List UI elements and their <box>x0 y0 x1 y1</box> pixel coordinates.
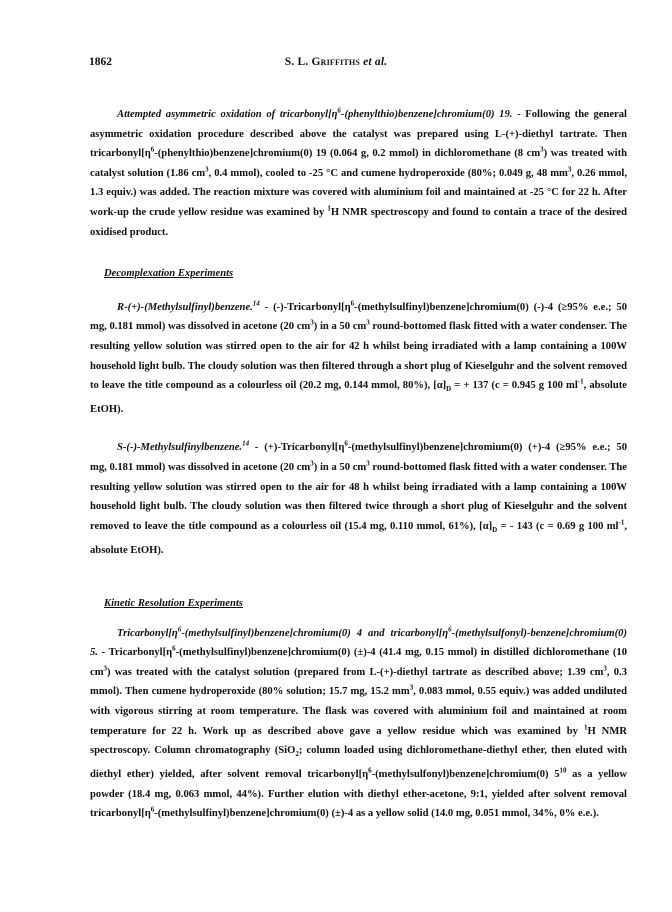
paragraph-body: - $(-)-Tricarbonyl[\eta^6-(methylsulfinyl)benzene]chromium(0)$ (-)-4 (≥95% e.e.; 50 mg, 0.181 mmol) was dissolved in acetone (20 $cm^3$) in a 50 $cm^3$ round-bottomed flask fitted with a water condenser. The resulting yellow solution was stirred open to the air for 42 h whilst being irradiated with a lamp containing a 100W household light bulb. The cloudy solution was then filtered through a short plug of Kieselguhr and the solvent removed to leave the title compound as a colourless oil (20.2 mg, 0.144 mmol, 80%), $[\alpha]_D$ = + 137 (c = 0.945 g 100 $ml^{-1}$, absolute EtOH). <box>90 299 628 415</box>
section-heading-decomplexation: Decomplexation Experiments <box>104 268 234 280</box>
paragraph-r-methylsulfinylbenzene <box>90 298 627 420</box>
paragraph-title: R-(+)-(Methylsulfinyl)benzene.$^{14}$ <box>117 299 260 313</box>
paragraph-title: $Tricarbonyl[\eta^6-(methylsulfinyl)benzene]chromium(0)$ 4 and $tricarbonyl[\eta^6-(methylsulfonyl)-benzene]chromium(0)$ 5. <box>90 625 627 659</box>
running-head-surname: Griffiths <box>311 56 361 68</box>
paragraph-kinetic-resolution <box>90 624 627 824</box>
paragraph-s-methylsulfinylbenzene <box>90 438 627 560</box>
running-head-author: S. L. <box>284 56 312 68</box>
running-head-etal: et al. <box>360 56 388 68</box>
page-number: 1862 <box>89 56 112 68</box>
paragraph-title: S-(-)-Methylsulfinylbenzene.$^{14}$ <box>117 439 250 454</box>
paragraph-title: Attempted asymmetric oxidation of $tricarbonyl[\eta^6-(phenylthio)benzene]chromium(0)$ 19. <box>117 106 513 120</box>
paragraph-body: - $(+)-Tricarbonyl[\eta^6-(methylsulfinyl)benzene]chromium(0)$ (+)-4 (≥95% e.e.; 50 mg, 0.181 mmol) was dissolved in acetone (20 $cm^3$) in a 50 $cm^3$ round-bottomed flask fitted with a water condenser. The resulting yellow solution was stirred open to the air for 48 h whilst being irradiated with a lamp containing a 100W household light bulb. The cloudy solution was then filtered twice through a short plug of Kieselguhr and the solvent removed to leave the title compound as a colourless oil (15.4 mg, 0.110 mmol, 61%), $[\alpha]_D$ = - 143 (c = 0.69 g 100 $ml^{-1}$, absolute EtOH). <box>90 439 628 556</box>
paragraph-attempted-oxidation <box>90 105 627 242</box>
paragraph-body: - Following the general asymmetric oxidation procedure described above the catalyst was prepared using L-(+)-diethyl tartrate. Then $tricarbonyl[\eta^6-(phenylthio)benzene]chromium(0)$ 19 (0.064 g, 0.2 mmol) in dichloromethane (8 $cm^3$) was treated with catalyst solution (1.86 $cm^3$, 0.4 mmol), cooled to -25 °C and cumene hydroperoxide (80%; 0.049 g, 48 $mm^3$, 0.26 mmol, 1.3 equiv.) was added. The reaction mixture was covered with aluminium foil and maintained at -25 °C for 22 h. After work-up the crude yellow residue was examined by $^1$H NMR spectroscopy and found to contain a trace of the desired oxidised product. <box>90 109 628 238</box>
page-header <box>0 56 672 72</box>
body-text <box>90 105 627 824</box>
paragraph-body: - $Tricarbonyl[\eta^6-(methylsulfinyl)benzene]chromium(0)$ (±)-4 (41.4 mg, 0.15 mmol) in distilled dichloromethane (10 $cm^3$) was treated with the catalyst solution (prepared from L-(+)-diethyl tartrate as described above; 1.39 $cm^3$, 0.3 mmol). Then cumene hydroperoxide (80% solution; 15.7 mg, 15.2 $mm^3$, 0.083 mmol, 0.55 equiv.) was added undiluted with vigorous stirring at room temperature. The flask was covered with aluminium foil and maintained at room temperature for 22 h. Work up as described above gave a yellow residue which was examined by $^1$H NMR spectroscopy. Column chromatography (SiO$_2$; column loaded using dichloromethane-diethyl ether, then eluted with diethyl ether) yielded, after solvent removal $tricarbonyl[\eta^6-(methylsulfonyl)benzene]chromium(0)$ $5^{10}$ as a yellow powder (18.4 mg, 0.063 mmol, 44%). Further elution with diethyl ether-acetone, 9:1, yielded after solvent removal $tricarbonyl[\eta^6-(methylsulfinyl)benzene]chromium(0)$ (±)-4 as a yellow solid (14.0 mg, 0.051 mmol, 34%, 0% e.e.). <box>90 644 627 820</box>
section-heading-kinetic-resolution: Kinetic Resolution Experiments <box>104 598 243 610</box>
running-head <box>0 56 672 68</box>
